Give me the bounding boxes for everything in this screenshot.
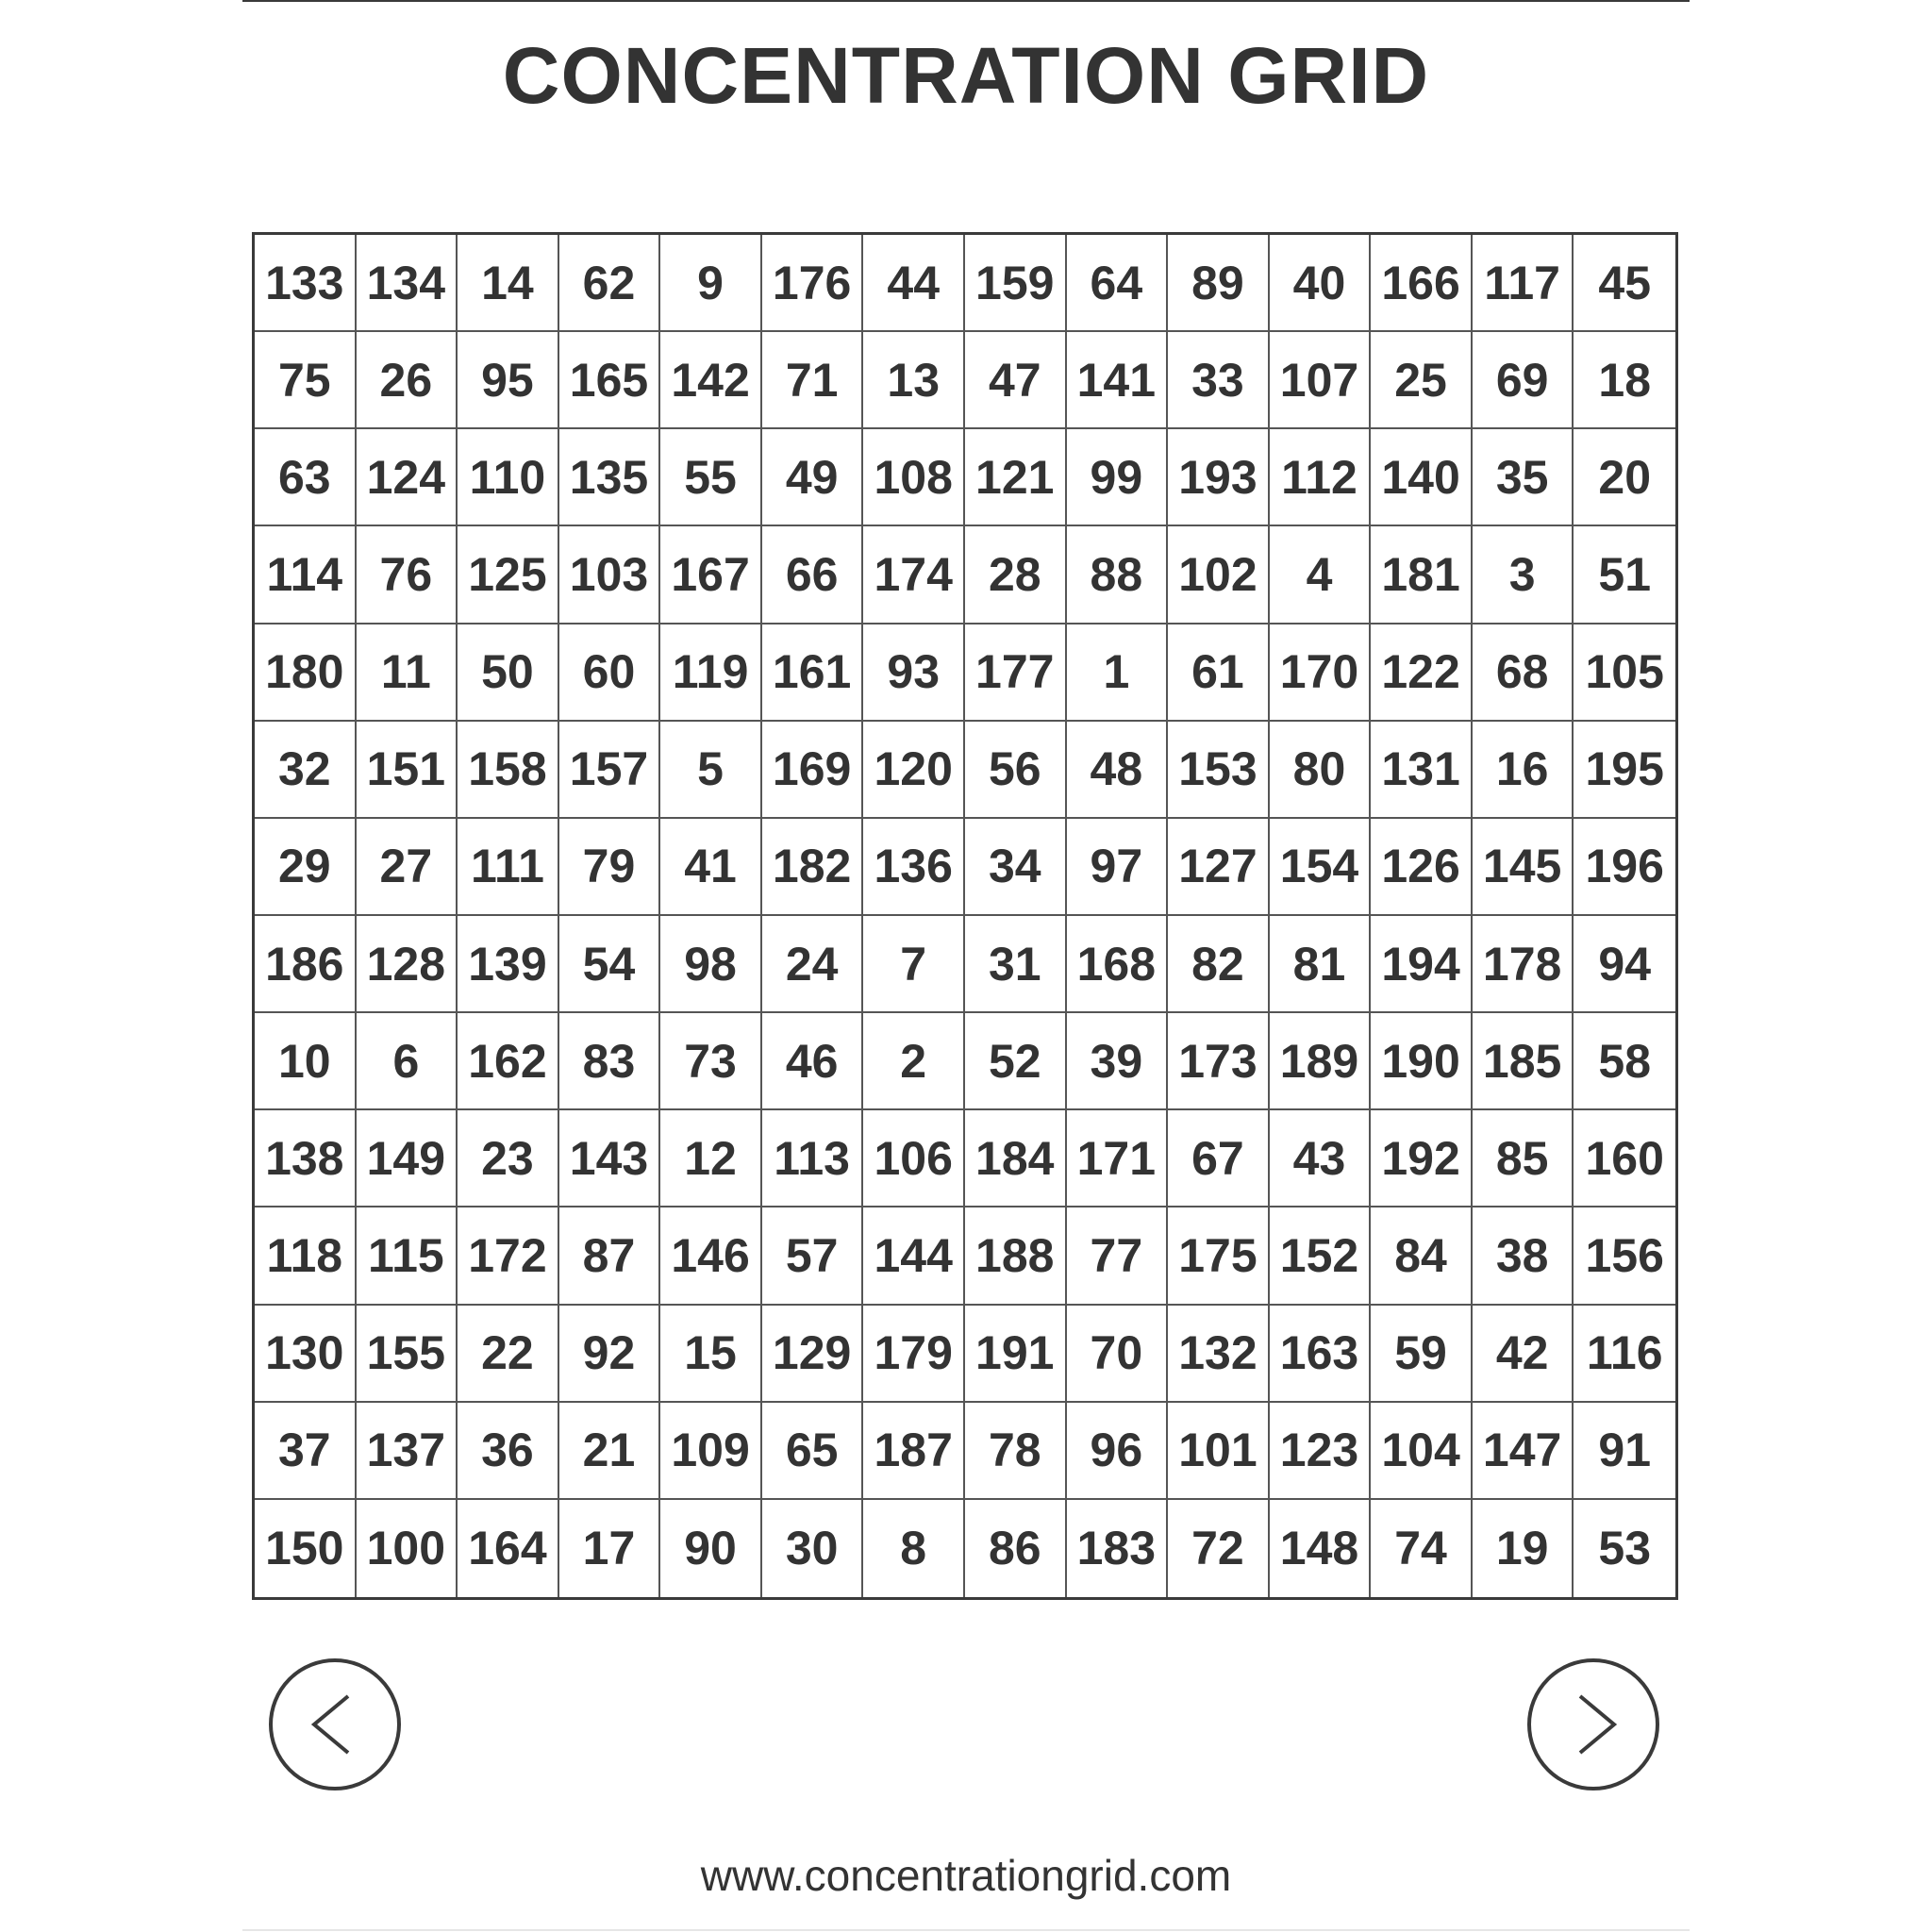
grid-cell[interactable]: 110 xyxy=(458,429,559,526)
grid-cell[interactable]: 97 xyxy=(1067,819,1169,916)
grid-cell[interactable]: 181 xyxy=(1371,526,1473,624)
grid-cell[interactable]: 59 xyxy=(1371,1306,1473,1403)
grid-cell[interactable]: 67 xyxy=(1168,1110,1270,1208)
grid-cell[interactable]: 149 xyxy=(357,1110,458,1208)
grid-cell[interactable]: 8 xyxy=(863,1500,965,1597)
grid-cell[interactable]: 79 xyxy=(559,819,661,916)
top-divider xyxy=(242,0,1690,2)
grid-cell[interactable]: 78 xyxy=(965,1403,1067,1500)
grid-cell[interactable]: 182 xyxy=(762,819,864,916)
grid-cell[interactable]: 101 xyxy=(1168,1403,1270,1500)
grid-cell[interactable]: 126 xyxy=(1371,819,1473,916)
grid-cell[interactable]: 41 xyxy=(660,819,762,916)
grid-cell[interactable]: 144 xyxy=(863,1208,965,1305)
grid-cell[interactable]: 53 xyxy=(1598,1522,1652,1575)
grid-cell[interactable]: 174 xyxy=(863,526,965,624)
grid-cell[interactable]: 50 xyxy=(458,625,559,722)
grid-cell[interactable]: 88 xyxy=(1067,526,1169,624)
grid-cell[interactable]: 173 xyxy=(1168,1013,1270,1110)
grid-cell[interactable]: 187 xyxy=(863,1403,965,1500)
grid-cell[interactable]: 98 xyxy=(660,916,762,1013)
grid-cell[interactable]: 138 xyxy=(255,1110,357,1208)
grid-cell[interactable]: 142 xyxy=(660,332,762,429)
previous-button[interactable] xyxy=(269,1658,401,1790)
grid-cell[interactable]: 38 xyxy=(1473,1208,1574,1305)
grid-cell[interactable]: 156 xyxy=(1574,1208,1675,1305)
grid-cell[interactable]: 158 xyxy=(458,722,559,819)
grid-cell[interactable]: 43 xyxy=(1270,1110,1372,1208)
grid-cell[interactable]: 109 xyxy=(660,1403,762,1500)
grid-cell[interactable]: 171 xyxy=(1067,1110,1169,1208)
grid-cell[interactable]: 62 xyxy=(559,235,661,332)
grid-cell[interactable]: 46 xyxy=(762,1013,864,1110)
grid-cell[interactable]: 25 xyxy=(1371,332,1473,429)
grid-cell[interactable]: 21 xyxy=(559,1403,661,1500)
grid-cell[interactable]: 129 xyxy=(762,1306,864,1403)
grid-cell[interactable]: 58 xyxy=(1574,1013,1675,1110)
grid-cell[interactable]: 150 xyxy=(255,1500,357,1597)
footer-url: www.concentrationgrid.com xyxy=(700,1851,1232,1900)
grid-cell[interactable]: 186 xyxy=(255,916,357,1013)
grid-cell[interactable]: 194 xyxy=(1371,916,1473,1013)
grid-cell[interactable]: 163 xyxy=(1270,1306,1372,1403)
chevron-right-icon xyxy=(1531,1662,1656,1787)
grid-cell[interactable]: 128 xyxy=(357,916,458,1013)
grid-cell[interactable]: 45 xyxy=(1574,235,1675,332)
grid-cell[interactable]: 83 xyxy=(559,1013,661,1110)
grid-cell[interactable]: 141 xyxy=(1067,332,1169,429)
grid-cell[interactable]: 177 xyxy=(965,625,1067,722)
grid-cell[interactable]: 122 xyxy=(1371,625,1473,722)
grid-cell[interactable]: 170 xyxy=(1270,625,1372,722)
grid-cell[interactable]: 107 xyxy=(1270,332,1372,429)
page-title: CONCENTRATION GRID xyxy=(502,31,1430,120)
grid-cell[interactable]: 125 xyxy=(458,526,559,624)
grid-cell[interactable]: 37 xyxy=(255,1403,357,1500)
grid-cell[interactable]: 31 xyxy=(965,916,1067,1013)
grid-cell[interactable]: 4 xyxy=(1270,526,1372,624)
grid-cell[interactable]: 63 xyxy=(255,429,357,526)
grid-cell[interactable]: 29 xyxy=(255,819,357,916)
grid-cell[interactable]: 47 xyxy=(965,332,1067,429)
grid-cell[interactable]: 84 xyxy=(1371,1208,1473,1305)
grid-cell[interactable]: 179 xyxy=(863,1306,965,1403)
next-button[interactable] xyxy=(1527,1658,1659,1790)
grid-cell[interactable]: 34 xyxy=(965,819,1067,916)
grid-cell[interactable]: 164 xyxy=(458,1500,559,1597)
grid-cell[interactable]: 3 xyxy=(1473,526,1574,624)
grid-cell[interactable]: 92 xyxy=(559,1306,661,1403)
grid-cell[interactable]: 148 xyxy=(1270,1500,1372,1597)
grid-cell[interactable]: 185 xyxy=(1473,1013,1574,1110)
grid-cell[interactable]: 42 xyxy=(1473,1306,1574,1403)
grid-cell[interactable]: 85 xyxy=(1473,1110,1574,1208)
grid-cell[interactable]: 75 xyxy=(255,332,357,429)
grid-cell[interactable]: 112 xyxy=(1270,429,1372,526)
grid-cell[interactable]: 73 xyxy=(660,1013,762,1110)
grid-cell[interactable]: 162 xyxy=(458,1013,559,1110)
grid-cell[interactable]: 188 xyxy=(965,1208,1067,1305)
grid-cell[interactable]: 167 xyxy=(660,526,762,624)
grid-cell[interactable]: 168 xyxy=(1067,916,1169,1013)
grid-cell[interactable]: 189 xyxy=(1270,1013,1372,1110)
grid-cell[interactable]: 30 xyxy=(762,1500,864,1597)
grid-cell[interactable]: 111 xyxy=(458,819,559,916)
grid-cell[interactable]: 113 xyxy=(762,1110,864,1208)
grid-cell[interactable]: 51 xyxy=(1574,526,1675,624)
grid-cell[interactable]: 36 xyxy=(458,1403,559,1500)
grid-cell[interactable]: 94 xyxy=(1574,916,1675,1013)
grid-cell[interactable]: 103 xyxy=(559,526,661,624)
grid-cell[interactable]: 183 xyxy=(1067,1500,1169,1597)
grid-cell[interactable]: 13 xyxy=(863,332,965,429)
grid-cell[interactable]: 19 xyxy=(1473,1500,1574,1597)
grid-cell[interactable]: 48 xyxy=(1067,722,1169,819)
bottom-divider xyxy=(242,1929,1690,1931)
grid-cell[interactable]: 175 xyxy=(1168,1208,1270,1305)
grid-cell[interactable]: 119 xyxy=(660,625,762,722)
grid-cell[interactable]: 155 xyxy=(357,1306,458,1403)
grid-cell[interactable]: 61 xyxy=(1168,625,1270,722)
grid-cell[interactable]: 70 xyxy=(1067,1306,1169,1403)
grid-cell[interactable]: 105 xyxy=(1574,625,1675,722)
grid-cell[interactable]: 77 xyxy=(1067,1208,1169,1305)
grid-cell[interactable]: 172 xyxy=(458,1208,559,1305)
grid-cell[interactable]: 5 xyxy=(660,722,762,819)
grid-cell[interactable]: 191 xyxy=(965,1306,1067,1403)
grid-cell[interactable]: 26 xyxy=(357,332,458,429)
grid-cell[interactable]: 32 xyxy=(255,722,357,819)
grid-cell[interactable]: 108 xyxy=(863,429,965,526)
grid-cell[interactable]: 20 xyxy=(1574,429,1675,526)
grid-cell[interactable]: 139 xyxy=(458,916,559,1013)
grid-cell[interactable]: 190 xyxy=(1371,1013,1473,1110)
grid-cell[interactable]: 178 xyxy=(1473,916,1574,1013)
grid-cell[interactable]: 12 xyxy=(660,1110,762,1208)
grid-cell[interactable]: 1 xyxy=(1067,625,1169,722)
grid-cell[interactable]: 176 xyxy=(762,235,864,332)
grid-cell[interactable]: 54 xyxy=(559,916,661,1013)
grid-cell[interactable]: 65 xyxy=(762,1403,864,1500)
grid-cell[interactable]: 116 xyxy=(1574,1306,1675,1403)
grid-cell[interactable]: 153 xyxy=(1168,722,1270,819)
grid-cell[interactable]: 104 xyxy=(1371,1403,1473,1500)
grid-cell[interactable]: 56 xyxy=(965,722,1067,819)
grid-cell[interactable]: 39 xyxy=(1067,1013,1169,1110)
grid-cell[interactable]: 23 xyxy=(458,1110,559,1208)
grid-cell[interactable]: 95 xyxy=(458,332,559,429)
grid-cell[interactable]: 35 xyxy=(1473,429,1574,526)
grid-cell[interactable]: 69 xyxy=(1473,332,1574,429)
grid-cell[interactable]: 2 xyxy=(863,1013,965,1110)
grid-cell[interactable]: 123 xyxy=(1270,1403,1372,1500)
grid-cell[interactable]: 193 xyxy=(1168,429,1270,526)
grid-cell[interactable]: 89 xyxy=(1168,235,1270,332)
grid-cell[interactable]: 60 xyxy=(559,625,661,722)
grid-cell[interactable]: 152 xyxy=(1270,1208,1372,1305)
chevron-left-icon xyxy=(273,1662,397,1787)
grid-cell[interactable]: 154 xyxy=(1270,819,1372,916)
grid-cell[interactable]: 146 xyxy=(660,1208,762,1305)
grid-cell[interactable]: 102 xyxy=(1168,526,1270,624)
grid-cell[interactable]: 180 xyxy=(255,625,357,722)
grid-cell[interactable]: 169 xyxy=(762,722,864,819)
grid-cell[interactable]: 33 xyxy=(1168,332,1270,429)
grid-cell[interactable]: 14 xyxy=(458,235,559,332)
grid-cell[interactable]: 184 xyxy=(965,1110,1067,1208)
number-grid xyxy=(252,232,1678,1600)
grid-cell[interactable]: 82 xyxy=(1168,916,1270,1013)
grid-cell[interactable]: 68 xyxy=(1473,625,1574,722)
grid-cell[interactable]: 91 xyxy=(1574,1403,1675,1500)
grid-cell[interactable]: 6 xyxy=(357,1013,458,1110)
grid-cell[interactable]: 22 xyxy=(458,1306,559,1403)
grid-cell[interactable]: 55 xyxy=(660,429,762,526)
grid-cell[interactable]: 147 xyxy=(1473,1403,1574,1500)
grid-cell[interactable]: 11 xyxy=(357,625,458,722)
grid-cell[interactable]: 132 xyxy=(1168,1306,1270,1403)
grid-cell[interactable]: 120 xyxy=(863,722,965,819)
grid-cell[interactable]: 72 xyxy=(1168,1500,1270,1597)
grid-cell[interactable]: 115 xyxy=(357,1208,458,1305)
grid-cell[interactable]: 196 xyxy=(1574,819,1675,916)
grid-cell[interactable]: 96 xyxy=(1067,1403,1169,1500)
grid-cell[interactable]: 134 xyxy=(357,235,458,332)
grid-cell[interactable]: 127 xyxy=(1168,819,1270,916)
grid-cell[interactable]: 166 xyxy=(1371,235,1473,332)
grid-cell[interactable]: 86 xyxy=(965,1500,1067,1597)
grid-cell[interactable]: 143 xyxy=(559,1110,661,1208)
grid-cell[interactable]: 81 xyxy=(1270,916,1372,1013)
grid-cell[interactable]: 195 xyxy=(1574,722,1675,819)
grid-cell[interactable]: 99 xyxy=(1067,429,1169,526)
page xyxy=(242,0,1690,1932)
grid-cell[interactable]: 10 xyxy=(255,1013,357,1110)
grid-cell[interactable]: 24 xyxy=(762,916,864,1013)
grid-cell[interactable]: 87 xyxy=(559,1208,661,1305)
grid-cell[interactable]: 124 xyxy=(357,429,458,526)
grid-cell[interactable]: 133 xyxy=(255,235,357,332)
grid-cell[interactable]: 49 xyxy=(762,429,864,526)
grid-cell[interactable]: 159 xyxy=(965,235,1067,332)
grid-cell[interactable]: 130 xyxy=(255,1306,357,1403)
grid-cell[interactable]: 16 xyxy=(1473,722,1574,819)
grid-cell[interactable]: 64 xyxy=(1067,235,1169,332)
grid-cell[interactable]: 136 xyxy=(863,819,965,916)
grid-cell[interactable]: 80 xyxy=(1270,722,1372,819)
grid-cell[interactable]: 100 xyxy=(357,1500,458,1597)
grid-cell[interactable]: 106 xyxy=(863,1110,965,1208)
grid-cell[interactable]: 76 xyxy=(357,526,458,624)
grid-cell[interactable]: 9 xyxy=(660,235,762,332)
grid-cell[interactable]: 161 xyxy=(762,625,864,722)
grid-cell[interactable]: 15 xyxy=(660,1306,762,1403)
grid-cell[interactable]: 66 xyxy=(762,526,864,624)
grid-cell[interactable]: 151 xyxy=(357,722,458,819)
grid-cell[interactable]: 71 xyxy=(762,332,864,429)
grid-cell[interactable]: 121 xyxy=(965,429,1067,526)
grid-cell[interactable]: 17 xyxy=(559,1500,661,1597)
grid-cell[interactable]: 90 xyxy=(660,1500,762,1597)
grid-cell[interactable]: 160 xyxy=(1574,1110,1675,1208)
grid-cell[interactable]: 165 xyxy=(559,332,661,429)
grid-cell[interactable]: 52 xyxy=(965,1013,1067,1110)
grid-cell[interactable]: 137 xyxy=(357,1403,458,1500)
grid-cell[interactable]: 44 xyxy=(863,235,965,332)
grid-cell[interactable]: 27 xyxy=(357,819,458,916)
grid-cell[interactable]: 117 xyxy=(1473,235,1574,332)
grid-cell[interactable]: 131 xyxy=(1371,722,1473,819)
grid-cell[interactable]: 28 xyxy=(965,526,1067,624)
grid-cell[interactable]: 135 xyxy=(559,429,661,526)
grid-cell[interactable]: 145 xyxy=(1473,819,1574,916)
grid-cell[interactable]: 57 xyxy=(762,1208,864,1305)
grid-cell[interactable]: 7 xyxy=(863,916,965,1013)
grid-cell[interactable]: 157 xyxy=(559,722,661,819)
grid-cell[interactable]: 192 xyxy=(1371,1110,1473,1208)
grid-cell[interactable]: 114 xyxy=(255,526,357,624)
grid-cell[interactable]: 18 xyxy=(1574,332,1675,429)
grid-cell[interactable]: 40 xyxy=(1270,235,1372,332)
grid-cell[interactable]: 140 xyxy=(1371,429,1473,526)
grid-cell[interactable]: 93 xyxy=(863,625,965,722)
grid-cell[interactable]: 118 xyxy=(255,1208,357,1305)
grid-cell[interactable]: 74 xyxy=(1371,1500,1473,1597)
